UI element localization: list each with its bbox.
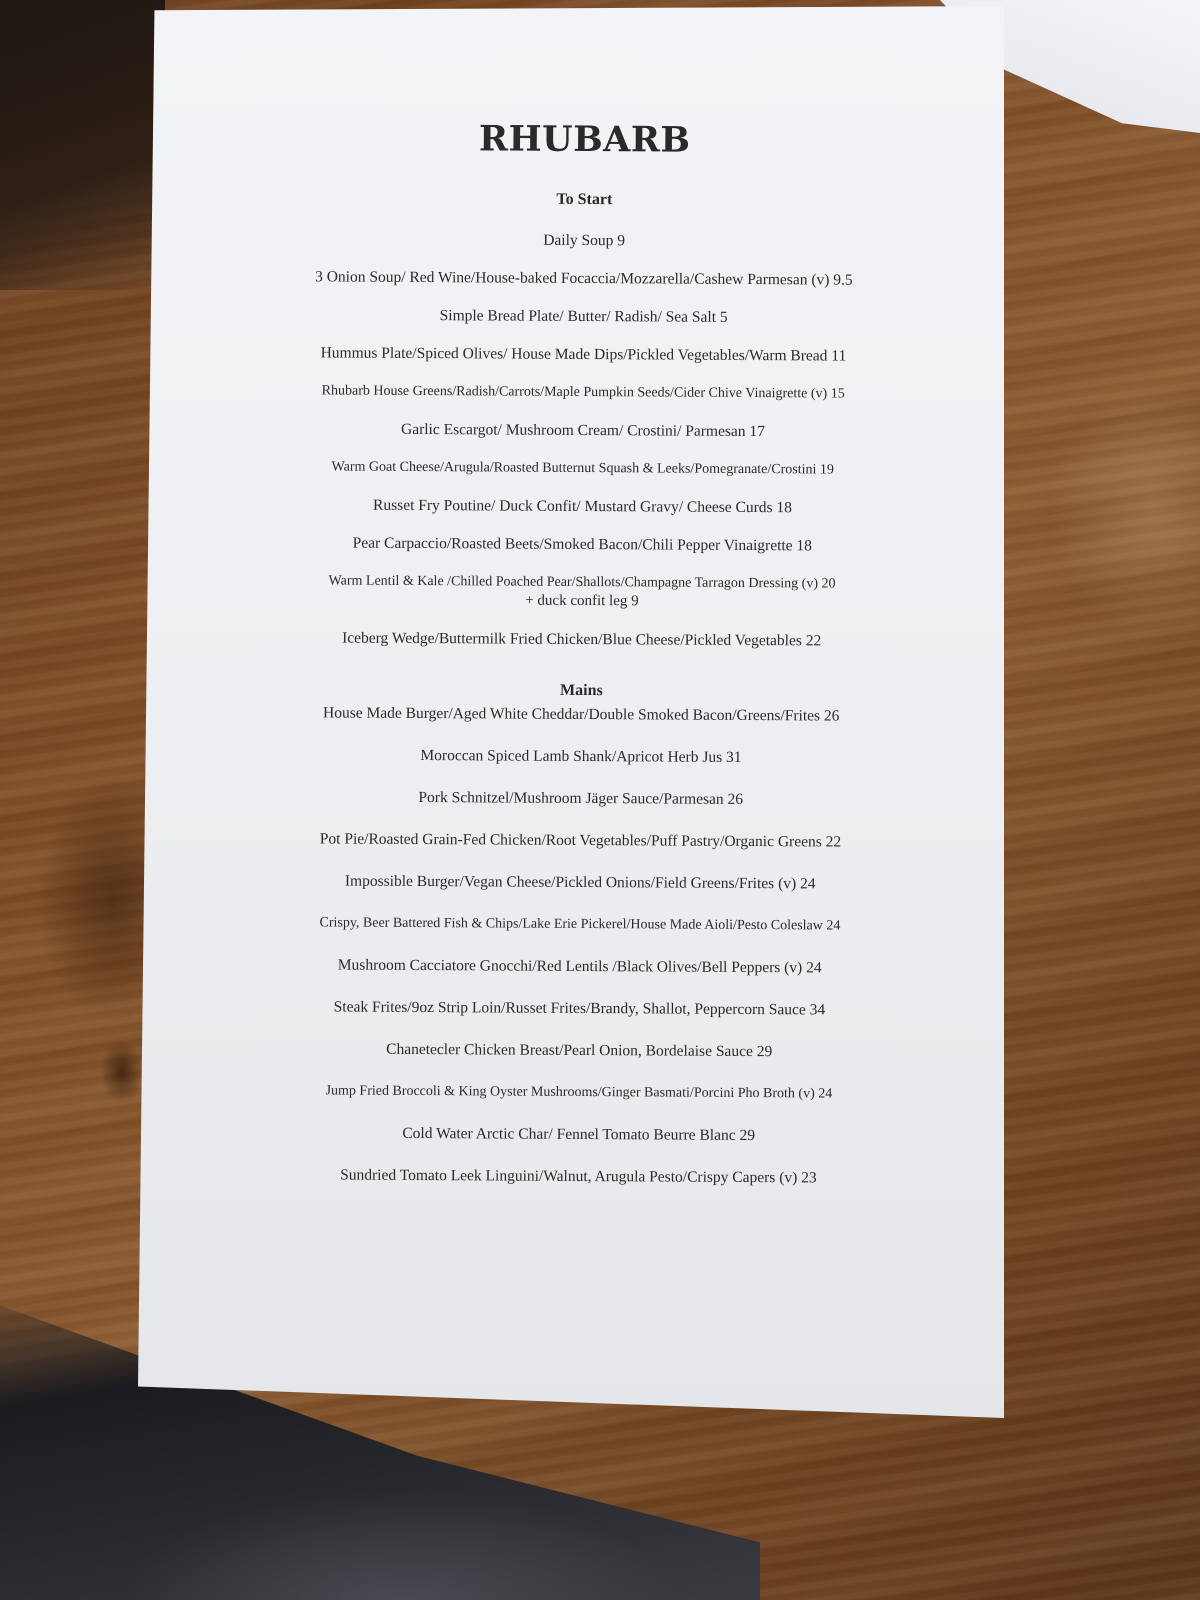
menu-item [240, 955, 920, 978]
menu-list-mains [238, 703, 921, 1188]
menu-item [244, 229, 924, 252]
menu-item-text: Iceberg Wedge/Buttermilk Fried Chicken/Blue Cheese/Pickled Vegetables 22 [342, 629, 822, 650]
menu-item [243, 419, 923, 442]
menu-item-text: Steak Frites/9oz Strip Loin/Russet Frites/Brandy, Shallot, Peppercorn Sauce 34 [333, 998, 826, 1019]
menu-item [242, 571, 922, 613]
menu-item-text: 3 Onion Soup/ Red Wine/House-baked Focaccia/Mozzarella/Cashew Parmesan (v) 9.5 [315, 268, 853, 289]
menu-item [241, 703, 921, 726]
section-heading-to-start: To Start [556, 190, 613, 209]
menu-item [244, 305, 924, 328]
menu-item-text: Daily Soup 9 [543, 231, 626, 250]
menu-item-text: Pork Schnitzel/Mushroom Jäger Sauce/Parmesan 26 [418, 788, 744, 808]
menu-item [244, 267, 924, 290]
menu-item [242, 533, 922, 556]
menu-item [239, 1081, 919, 1104]
menu-item-text: Mushroom Cacciatore Gnocchi/Red Lentils /Black Olives/Bell Peppers (v) 24 [337, 956, 822, 977]
menu-item [240, 829, 920, 852]
menu-item-text: Jump Fried Broccoli & King Oyster Mushrooms/Ginger Basmati/Porcini Pho Broth (v) 24 [325, 1083, 833, 1102]
menu-item-text: House Made Burger/Aged White Cheddar/Double Smoked Bacon/Greens/Frites 26 [322, 704, 840, 725]
section-to-start [242, 186, 925, 651]
menu-item-text: Hummus Plate/Spiced Olives/ House Made Dips/Pickled Vegetables/Warm Bread 11 [320, 344, 847, 365]
menu-item-text: Simple Bread Plate/ Butter/ Radish/ Sea Salt 5 [439, 307, 728, 326]
fabric-fold [120, 1490, 680, 1600]
menu-item-text: Warm Lentil & Kale /Chilled Poached Pear/Shallots/Champagne Tarragon Dressing (v) 20 [328, 573, 836, 592]
menu-item [242, 495, 922, 518]
menu-item-text: Sundried Tomato Leek Linguini/Walnut, Arugula Pesto/Crispy Capers (v) 23 [340, 1166, 817, 1187]
menu-item [241, 787, 921, 810]
menu-content [238, 98, 925, 1188]
section-mains [238, 677, 921, 1188]
restaurant-name: RHUBARB [478, 118, 691, 161]
wood-knot-small [100, 1040, 144, 1104]
menu-list-to-start [242, 229, 925, 651]
menu-item-text: Pear Carpaccio/Roasted Beets/Smoked Bacon/Chili Pepper Vinaigrette 18 [352, 534, 813, 555]
menu-item [243, 381, 923, 404]
menu-item [240, 871, 920, 894]
menu-item-text: Chanetecler Chicken Breast/Pearl Onion, Bordelaise Sauce 29 [386, 1040, 773, 1061]
menu-item-text: Pot Pie/Roasted Grain-Fed Chicken/Root Vegetables/Puff Pastry/Organic Greens 22 [319, 830, 842, 851]
menu-item [239, 1039, 919, 1062]
menu-item-add-on: + duck confit leg 9 [525, 592, 639, 610]
menu-item [242, 628, 922, 651]
menu-item [240, 913, 920, 936]
menu-item [241, 745, 921, 768]
menu-item [239, 1123, 919, 1146]
menu-item [243, 457, 923, 480]
menu-item-text: Rhubarb House Greens/Radish/Carrots/Maple Pumpkin Seeds/Cider Chive Vinaigrette (v) 15 [321, 383, 845, 402]
dark-background-corner [0, 0, 165, 290]
menu-item-text: Crispy, Beer Battered Fish & Chips/Lake Erie Pickerel/House Made Aioli/Pesto Coleslaw 24 [319, 915, 841, 934]
menu-item [243, 343, 923, 366]
menu-item-text: Russet Fry Poutine/ Duck Confit/ Mustard Gravy/ Cheese Curds 18 [373, 496, 793, 517]
menu-item-text: Moroccan Spiced Lamb Shank/Apricot Herb Jus 31 [420, 747, 742, 766]
menu-item-text: Cold Water Arctic Char/ Fennel Tomato Beurre Blanc 29 [402, 1124, 756, 1145]
menu-item-text: Garlic Escargot/ Mushroom Cream/ Crostini/ Parmesan 17 [400, 420, 765, 441]
menu-item [239, 997, 919, 1020]
menu-item-text: Warm Goat Cheese/Arugula/Roasted Butternut Squash & Leeks/Pomegranate/Crostini 19 [331, 459, 834, 478]
table-light-reflection [1050, 380, 1200, 640]
menu-item-text: Impossible Burger/Vegan Cheese/Pickled Onions/Field Greens/Frites (v) 24 [344, 872, 816, 893]
section-heading-mains: Mains [559, 681, 603, 700]
